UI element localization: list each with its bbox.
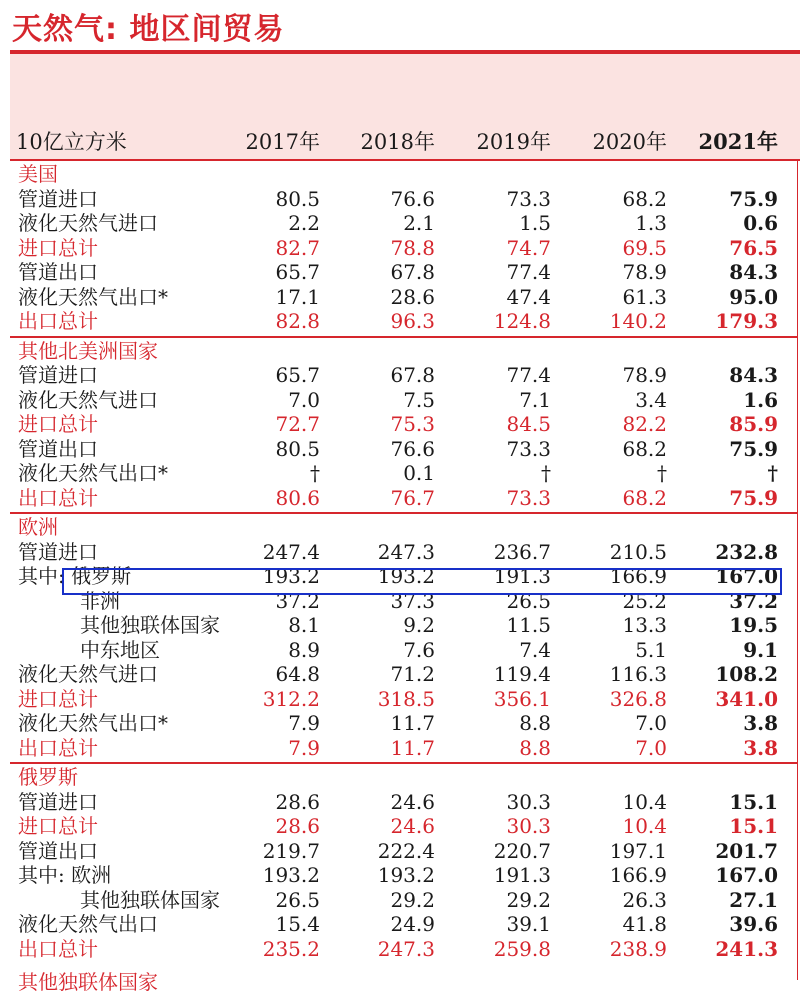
total-row: [10, 687, 800, 712]
cell-value: 341.0: [715, 686, 778, 711]
cell-value: 326.8: [609, 686, 667, 711]
row-label: 其他独联体国家: [80, 613, 220, 637]
cell-value: 67.8: [390, 363, 435, 387]
cell-value: 232.8: [715, 539, 778, 564]
cell-value: 76.6: [390, 186, 435, 211]
cell-value: 71.2: [390, 662, 435, 686]
section-rule: [10, 512, 798, 514]
row-label: 液化天然气进口: [18, 211, 158, 235]
cell-value: 24.9: [390, 912, 435, 936]
cell-value: 75.9: [729, 186, 778, 211]
cell-value: 15.1: [729, 814, 778, 838]
cell-value: 61.3: [622, 284, 667, 309]
cell-value: †: [657, 461, 667, 485]
cell-value: 77.4: [506, 363, 551, 387]
section-name: 美国: [18, 162, 58, 186]
row-label: 液化天然气出口*: [18, 284, 168, 309]
total-row: [10, 937, 800, 962]
cell-value: 82.2: [622, 412, 667, 436]
cell-value: 77.4: [506, 260, 551, 284]
cell-value: 17.1: [275, 284, 320, 309]
row-label: 进口总计: [18, 235, 98, 260]
cell-value: 2.1: [403, 211, 435, 235]
cell-value: 84.3: [729, 363, 778, 387]
cell-value: 7.9: [288, 711, 320, 735]
total-row: [10, 236, 800, 261]
cell-value: 80.5: [275, 436, 320, 461]
cell-value: 140.2: [609, 309, 667, 333]
cell-value: 8.9: [288, 637, 320, 662]
cell-value: 37.2: [275, 588, 320, 613]
section-name: 其他北美洲国家: [18, 338, 158, 363]
cell-value: 84.3: [729, 260, 778, 284]
row-label: 液化天然气进口: [18, 662, 158, 686]
row-label: 出口总计: [18, 309, 98, 333]
row-label: 其他独联体国家: [80, 887, 220, 912]
cell-value: 47.4: [506, 284, 551, 309]
cell-value: 29.2: [506, 887, 551, 912]
cell-value: 1.5: [519, 211, 551, 235]
cell-value: 2.2: [288, 211, 320, 235]
cell-value: 247.3: [377, 539, 435, 564]
cell-value: 95.0: [729, 284, 778, 309]
row-label: 进口总计: [18, 412, 98, 436]
cell-value: †: [541, 461, 551, 485]
cell-value: 108.2: [715, 662, 778, 686]
cell-value: 191.3: [493, 564, 551, 588]
year-header: 2018年: [360, 130, 435, 154]
row-label: 管道出口: [18, 260, 98, 284]
cell-value: 7.0: [635, 711, 667, 735]
cell-value: 37.3: [390, 588, 435, 613]
cell-value: 64.8: [275, 662, 320, 686]
cell-value: 201.7: [715, 838, 778, 863]
table-row: [10, 437, 800, 462]
cell-value: 247.3: [377, 936, 435, 961]
row-label: 液化天然气出口*: [18, 461, 168, 485]
cell-value: 68.2: [622, 436, 667, 461]
table-row: [10, 540, 800, 565]
table-row: [10, 912, 800, 937]
table-row: [10, 363, 800, 388]
cell-value: 15.1: [729, 789, 778, 814]
cell-value: 166.9: [609, 863, 667, 887]
cell-value: 96.3: [390, 309, 435, 333]
cell-value: 19.5: [729, 613, 778, 637]
cell-value: 15.4: [275, 912, 320, 936]
cell-value: 11.7: [390, 711, 435, 735]
cell-value: 5.1: [635, 637, 667, 662]
cell-value: 167.0: [715, 564, 778, 588]
cell-value: 116.3: [609, 662, 667, 686]
cell-value: 13.3: [622, 613, 667, 637]
table-row: [10, 863, 800, 888]
table-row: [10, 662, 800, 687]
cell-value: 73.3: [506, 436, 551, 461]
cell-value: 10.4: [622, 814, 667, 838]
cell-value: 76.5: [729, 235, 778, 260]
cell-value: 124.8: [493, 309, 551, 333]
row-label: 液化天然气出口*: [18, 711, 168, 735]
cell-value: 75.9: [729, 485, 778, 510]
cell-value: 65.7: [275, 260, 320, 284]
table-header: [10, 124, 800, 160]
cell-value: 1.3: [635, 211, 667, 235]
table-row: [10, 839, 800, 864]
cell-value: 0.1: [403, 461, 435, 485]
table-row: [10, 638, 800, 663]
cell-value: 9.1: [743, 637, 778, 662]
cell-value: 82.7: [275, 235, 320, 260]
unit-label: 10亿立方米: [16, 130, 127, 154]
cell-value: 193.2: [377, 564, 435, 588]
cell-value: 29.2: [390, 887, 435, 912]
cell-value: 39.1: [506, 912, 551, 936]
cell-value: 27.1: [729, 887, 778, 912]
section-rule: [10, 762, 798, 764]
table-row: [10, 888, 800, 913]
cell-value: 0.6: [743, 211, 778, 235]
cell-value: 8.8: [519, 735, 551, 760]
cell-value: 85.9: [729, 412, 778, 436]
row-label: 出口总计: [18, 735, 98, 760]
cell-value: 78.9: [622, 363, 667, 387]
row-label: 其中: 俄罗斯: [18, 564, 132, 588]
row-label: 出口总计: [18, 936, 98, 961]
cell-value: 28.6: [390, 284, 435, 309]
cell-value: 69.5: [622, 235, 667, 260]
header-rule: [10, 159, 800, 161]
section-name: 俄罗斯: [18, 765, 78, 789]
cell-value: 7.6: [403, 637, 435, 662]
cell-value: 75.9: [729, 436, 778, 461]
cell-value: 78.8: [390, 235, 435, 260]
cell-value: 7.5: [403, 387, 435, 412]
row-label: 管道出口: [18, 838, 98, 863]
cell-value: 76.6: [390, 436, 435, 461]
cell-value: 41.8: [622, 912, 667, 936]
cell-value: 73.3: [506, 485, 551, 510]
cell-value: 75.3: [390, 412, 435, 436]
year-header-latest: 2021年: [698, 129, 778, 154]
cell-value: 28.6: [275, 789, 320, 814]
row-label: 管道出口: [18, 436, 98, 461]
row-label: 液化天然气进口: [18, 387, 158, 412]
cell-value: 236.7: [493, 539, 551, 564]
cell-value: 11.5: [506, 613, 551, 637]
cell-value: 3.8: [743, 735, 778, 760]
cell-value: 11.7: [390, 735, 435, 760]
cell-value: 235.2: [262, 936, 320, 961]
total-row: [10, 309, 800, 334]
cell-value: 68.2: [622, 186, 667, 211]
table-row: [10, 260, 800, 285]
cell-value: 8.8: [519, 711, 551, 735]
total-row: [10, 814, 800, 839]
cell-value: 3.4: [635, 387, 667, 412]
table-row: [10, 711, 800, 736]
row-label: 出口总计: [18, 485, 98, 510]
year-header: 2019年: [476, 130, 551, 154]
row-label: 其中: 欧洲: [18, 863, 112, 887]
cell-value: †: [310, 461, 320, 485]
cell-value: 222.4: [377, 838, 435, 863]
cell-value: 10.4: [622, 789, 667, 814]
table-row: [10, 388, 800, 413]
cell-value: 356.1: [493, 686, 551, 711]
cell-value: 318.5: [377, 686, 435, 711]
page-title: 天然气: 地区间贸易: [12, 12, 285, 47]
cell-value: 24.6: [390, 814, 435, 838]
cell-value: 7.9: [288, 735, 320, 760]
cell-value: 82.8: [275, 309, 320, 333]
cell-value: 210.5: [609, 539, 667, 564]
table-row: [10, 187, 800, 212]
section-rule: [10, 336, 798, 338]
year-header: 2020年: [592, 130, 667, 154]
cell-value: 78.9: [622, 260, 667, 284]
row-label: 中东地区: [80, 637, 160, 662]
cell-value: 238.9: [609, 936, 667, 961]
year-header: 2017年: [245, 130, 320, 154]
section-header: [10, 515, 800, 540]
cell-value: 76.7: [390, 485, 435, 510]
cell-value: 26.3: [622, 887, 667, 912]
cell-value: 37.2: [729, 588, 778, 613]
cell-value: 24.6: [390, 789, 435, 814]
cell-value: 9.2: [403, 613, 435, 637]
cell-value: 26.5: [506, 588, 551, 613]
cell-value: 8.1: [288, 613, 320, 637]
cell-value: 193.2: [377, 863, 435, 887]
cell-value: 7.0: [635, 735, 667, 760]
cell-value: 30.3: [506, 789, 551, 814]
cell-value: 7.0: [288, 387, 320, 412]
cell-value: 30.3: [506, 814, 551, 838]
cell-value: 7.4: [519, 637, 551, 662]
row-label: 进口总计: [18, 814, 98, 838]
cell-value: †: [767, 461, 778, 485]
cell-value: 68.2: [622, 485, 667, 510]
section-header: [10, 765, 800, 790]
section-header: [10, 162, 800, 187]
section-header: [10, 339, 800, 364]
row-label: 管道进口: [18, 539, 98, 564]
cell-value: 72.7: [275, 412, 320, 436]
cell-value: 39.6: [729, 912, 778, 936]
total-row: [10, 412, 800, 437]
row-label: 管道进口: [18, 789, 98, 814]
cell-value: 259.8: [493, 936, 551, 961]
table-row: [10, 461, 800, 486]
total-row: [10, 486, 800, 511]
cell-value: 219.7: [262, 838, 320, 863]
cell-value: 167.0: [715, 863, 778, 887]
row-label: 进口总计: [18, 686, 98, 711]
row-label: 管道进口: [18, 363, 98, 387]
cell-value: 241.3: [715, 936, 778, 961]
cell-value: 65.7: [275, 363, 320, 387]
cutoff-section-label: 其他独联体国家: [18, 970, 158, 994]
cell-value: 67.8: [390, 260, 435, 284]
cell-value: 193.2: [262, 863, 320, 887]
cell-value: 197.1: [609, 838, 667, 863]
cell-value: 28.6: [275, 814, 320, 838]
highlight-box: [62, 568, 782, 595]
total-row: [10, 736, 800, 761]
table-row: [10, 613, 800, 638]
cell-value: 3.8: [743, 711, 778, 735]
table-row: [10, 790, 800, 815]
cell-value: 73.3: [506, 186, 551, 211]
cell-value: 7.1: [519, 387, 551, 412]
table-row: [10, 211, 800, 236]
row-label: 液化天然气出口: [18, 912, 158, 936]
row-label: 管道进口: [18, 186, 98, 211]
cell-value: 80.6: [275, 485, 320, 510]
cell-value: 25.2: [622, 588, 667, 613]
cell-value: 80.5: [275, 186, 320, 211]
cell-value: 74.7: [506, 235, 551, 260]
cell-value: 26.5: [275, 887, 320, 912]
cell-value: 119.4: [493, 662, 551, 686]
cell-value: 220.7: [493, 838, 551, 863]
table-row: [10, 285, 800, 310]
cell-value: 166.9: [609, 564, 667, 588]
cell-value: 84.5: [506, 412, 551, 436]
cell-value: 179.3: [715, 309, 778, 333]
cell-value: 191.3: [493, 863, 551, 887]
cell-value: 247.4: [262, 539, 320, 564]
section-name: 欧洲: [18, 515, 58, 539]
row-label: 非洲: [80, 588, 120, 613]
cell-value: 312.2: [262, 686, 320, 711]
cell-value: 1.6: [743, 387, 778, 412]
cell-value: 193.2: [262, 564, 320, 588]
